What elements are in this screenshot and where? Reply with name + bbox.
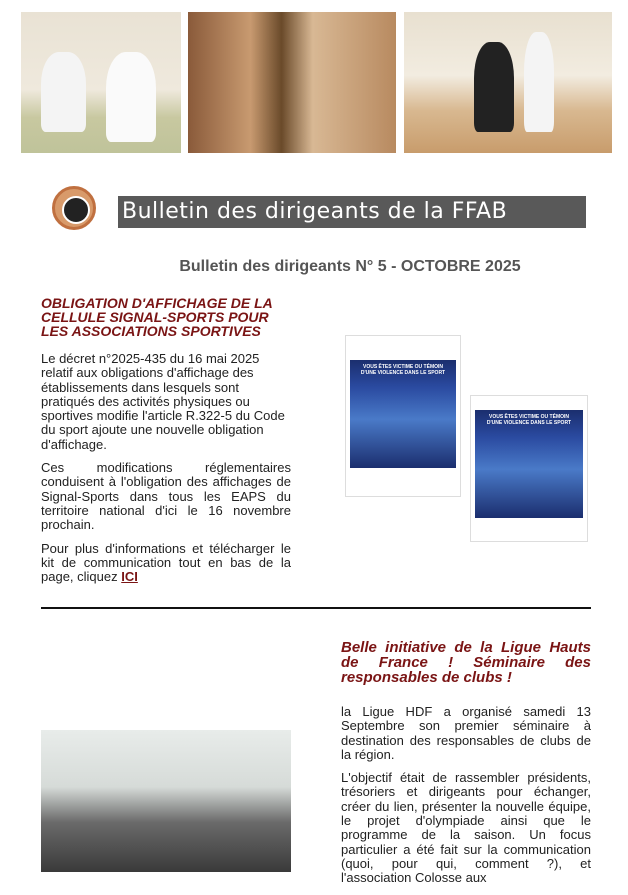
article-title: Belle initiative de la Ligue Hauts de France ! Séminaire des responsables de clubs ! bbox=[341, 639, 591, 686]
article-paragraph: la Ligue HDF a organisé samedi 13 Septembre son premier séminaire à destination des responsables de clubs de la région. bbox=[341, 704, 591, 762]
header-photo-aikido-class bbox=[21, 12, 181, 153]
article-paragraph: Pour plus d'informations et télécharger le kit de communication tout en bas de la page, cliquez ICI bbox=[41, 540, 291, 585]
article-signal-sports bbox=[41, 296, 291, 593]
seminar-photo bbox=[41, 730, 291, 872]
article-paragraph: Ces modifications réglementaires conduisent à l'obligation des affichages de Signal-Sports dans tous les EAPS du territoire national d'ici le 16 novembre prochain. bbox=[41, 460, 291, 533]
article-ligue-hdf bbox=[341, 640, 591, 895]
bulletin-banner: Bulletin des dirigeants de la FFAB bbox=[118, 196, 586, 228]
section-divider bbox=[41, 607, 591, 609]
issue-title: Bulletin des dirigeants N° 5 - OCTOBRE 2025 bbox=[179, 258, 521, 275]
ffab-logo bbox=[52, 186, 96, 230]
article-title: OBLIGATION D'AFFICHAGE DE LA CELLULE SIGNAL-SPORTS POUR LES ASSOCIATIONS SPORTIVES bbox=[41, 295, 273, 339]
header-photo-aikido-throw bbox=[404, 12, 612, 153]
header-photo-calligraphy bbox=[188, 12, 396, 153]
signal-sports-poster-2: VOUS ÊTES VICTIME OU TÉMOIN D'UNE VIOLENCE DANS LE SPORT bbox=[470, 395, 588, 542]
article-paragraph: L'objectif était de rassembler présidents, trésoriers et dirigeants pour échanger, créer du lien, présenter la nouvelle équipe, le projet d'olympiade ainsi que le programme de la saison. Un focus particulier a été fait sur la communication (quoi, pour qui, comment ?), et l'association Colosse aux bbox=[341, 770, 591, 886]
signal-sports-poster-1: VOUS ÊTES VICTIME OU TÉMOIN D'UNE VIOLENCE DANS LE SPORT bbox=[345, 335, 461, 497]
article-paragraph: Le décret n°2025-435 du 16 mai 2025 relatif aux obligations d'affichage des établissements dans lesquels sont pratiqués des activités physiques ou sportives modifie l'article R.322-5 du Code du sport ajoute une nouvelle obligation d'affichage. bbox=[41, 351, 285, 452]
ici-link[interactable]: ICI bbox=[121, 569, 138, 585]
